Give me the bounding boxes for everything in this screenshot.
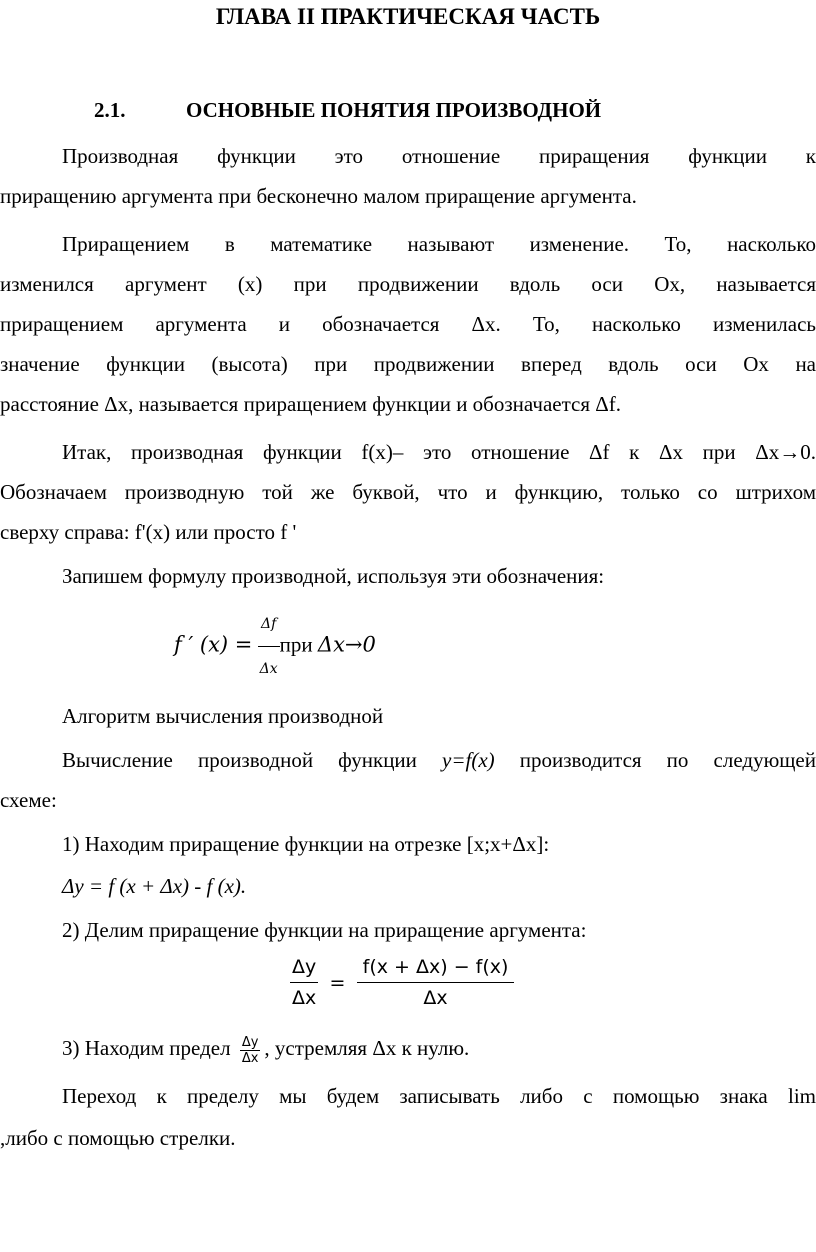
paragraph-1-line-2: приращению аргумента при бесконечно малом приращение аргумента. <box>0 184 637 208</box>
formula2-left-numerator: Δy <box>290 952 318 983</box>
algorithm-title: Алгоритм вычисления производной <box>62 704 384 728</box>
formula-fraction <box>258 602 280 691</box>
formula-denominator: Δx <box>259 661 278 677</box>
paragraph-5-text-c: производится по следующей <box>494 748 816 772</box>
paragraph-5-function: y=f(x) <box>442 748 495 772</box>
paragraph-2-line-2: изменился аргумент (x) при продвижении вдоль оси Ox, называется <box>0 272 816 296</box>
paragraph-3-line-3: сверху справа: f'(x) или просто f ' <box>0 520 297 544</box>
step-1-formula: Δy = f (x + Δx) - f (x). <box>62 874 247 898</box>
section-number: 2.1. <box>94 98 126 122</box>
paragraph-3-line-1: Итак, производная функции f(x)– это отношение Δf к Δx при Δx→0. <box>62 440 816 464</box>
step-3 <box>0 1028 816 1068</box>
difference-quotient-formula <box>290 952 514 1013</box>
formula2-left-fraction <box>290 952 318 1013</box>
paragraph-6-line-1: Переход к пределу мы будем записывать либо с помощью знака lim <box>62 1084 816 1108</box>
paragraph-2-line-3: приращением аргумента и обозначается Δx. То, насколько изменилась <box>0 312 816 336</box>
section-title: ОСНОВНЫЕ ПОНЯТИЯ ПРОИЗВОДНОЙ <box>186 98 602 122</box>
derivative-formula <box>174 602 376 691</box>
paragraph-6-line-2: ,либо с помощью стрелки. <box>0 1126 236 1150</box>
step-3-numerator: Δy <box>241 1034 259 1050</box>
step-3-text-b: , устремляя Δx к нулю. <box>264 1036 470 1060</box>
paragraph-4: Запишем формулу производной, используя эти обозначения: <box>62 564 605 588</box>
paragraph-5-line-1 <box>0 740 816 780</box>
formula2-equals: = <box>329 971 346 994</box>
chapter-title: ГЛАВА II ПРАКТИЧЕСКАЯ ЧАСТЬ <box>215 4 601 29</box>
step-3-fraction <box>240 1035 261 1066</box>
formula-numerator: Δf <box>258 602 280 647</box>
formula2-right-numerator: f(x + Δx) − f(x) <box>357 952 515 983</box>
formula-lhs: f ′ (x) = <box>174 632 253 657</box>
paragraph-3-line-2: Обозначаем производную той же буквой, что и функцию, только со штрихом <box>0 480 816 504</box>
formula2-left-denominator: Δx <box>292 987 317 1009</box>
formula2-right-fraction <box>357 952 515 1013</box>
step-2: 2) Делим приращение функции на приращение аргумента: <box>62 918 587 942</box>
step-1: 1) Находим приращение функции на отрезке [x;x+Δx]: <box>62 832 550 856</box>
paragraph-2-line-4: значение функции (высота) при продвижении вперед вдоль оси Ox на <box>0 352 816 376</box>
paragraph-5-text-a: Вычисление производной функции <box>62 748 443 772</box>
step-3-text-a: 3) Находим предел <box>62 1036 236 1060</box>
formula2-right-denominator: Δx <box>423 987 448 1009</box>
paragraph-5-line-2: схеме: <box>0 788 57 812</box>
formula-tail-text: при <box>279 632 318 657</box>
paragraph-1-line-1: Производная функции это отношение приращения функции к <box>62 144 816 168</box>
paragraph-2-line-5: расстояние Δx, называется приращением функции и обозначается Δf. <box>0 392 621 416</box>
formula-tail-math: Δx→0 <box>317 632 376 657</box>
step-3-denominator: Δx <box>241 1050 259 1066</box>
paragraph-2-line-1: Приращением в математике называют изменение. То, насколько <box>62 232 816 256</box>
